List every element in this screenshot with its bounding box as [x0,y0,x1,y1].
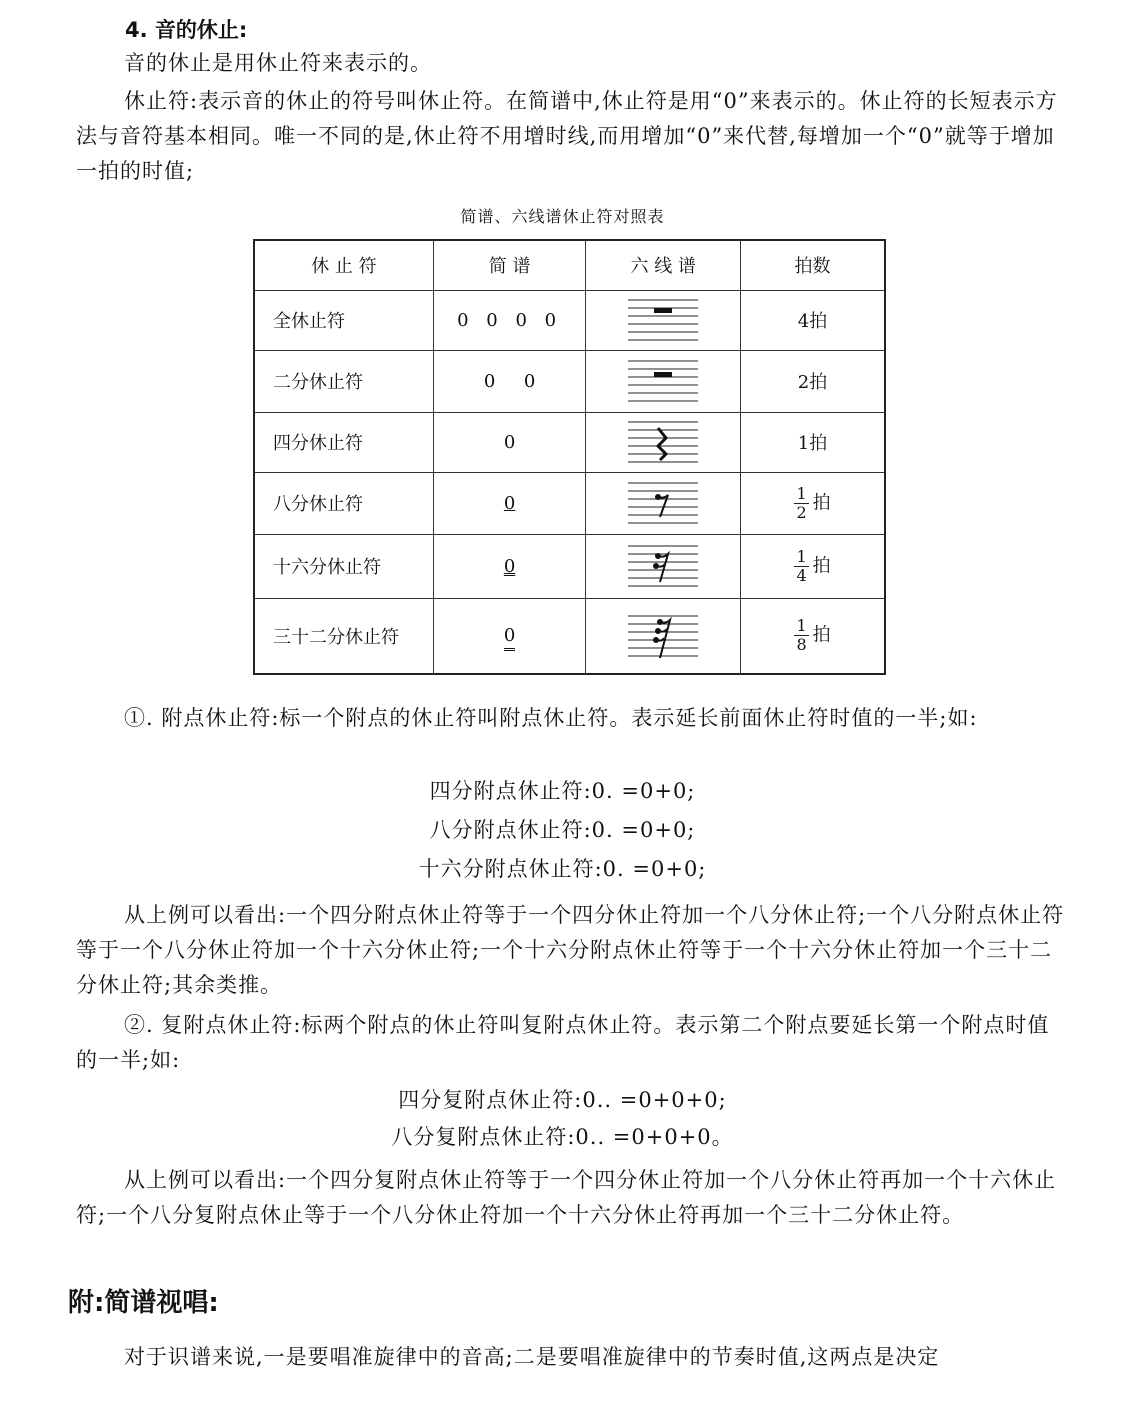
rest-name: 全休止符 [254,290,433,350]
paragraph-rest-definition: 休止符:表示音的休止的符号叫休止符。在简谱中,休止符是用“0”来表示的。休止符的长短表示方法与音符基本相同。唯一不同的是,休止符不用增时线,而用增加“0”来代替,每增加一个“0”就等于增加一拍的时值; [76,89,1058,183]
rest-name: 十六分休止符 [254,534,433,598]
example-eighth-dotted: 八分附点休止符:0. =0+0; [429,818,696,842]
paragraph-dotted-rest: ①. 附点休止符:标一个附点的休止符叫附点休止符。表示延长前面休止符时值的一半;如: [124,706,978,730]
table-caption: 简谱、六线谱休止符对照表 [460,207,665,226]
paragraph-appendix: 对于识谱来说,一是要唱准旋律中的音高;二是要唱准旋律中的节奏时值,这两点是决定 [124,1345,940,1369]
example-sixteenth-dotted: 十六分附点休止符:0. =0+0; [418,857,707,881]
eighth-rest-tab-icon [586,472,741,534]
example-quarter-dotted: 四分附点休止符:0. =0+0; [429,779,696,803]
beats-cell: 1拍 [741,412,885,472]
table-row [254,472,885,534]
sixteenth-rest-tab-icon [586,534,741,598]
beats-cell: $\frac{1}{4}$ 拍 [741,534,885,598]
appendix-heading: 附:简谱视唱: [68,1288,219,1318]
beats-cell: $\frac{1}{8}$ 拍 [741,598,885,674]
table-row [254,534,885,598]
section-heading: 4. 音的休止: [125,18,248,42]
paragraph-dotted-explanation: 从上例可以看出:一个四分附点休止符等于一个四分休止符加一个八分休止符;一个八分附点休止符等于一个八分休止符加一个十六分休止符;一个十六分附点休止符等于一个十六分休止符加一个三十二分休止符;其余类推。 [76,903,1065,997]
rest-comparison-table [253,239,886,675]
paragraph-rest-intro: 音的休止是用休止符来表示的。 [124,51,432,75]
example-quarter-double-dotted: 四分复附点休止符:0.. =0+0+0; [398,1088,727,1112]
jianpu-cell: 0 0 [433,350,586,412]
jianpu-cell: 0 0 0 0 [433,290,586,350]
jianpu-cell: 0 [433,472,586,534]
paragraph-double-dotted-explanation: 从上例可以看出:一个四分复附点休止符等于一个四分休止符加一个八分休止符再加一个十六休止符;一个八分复附点休止等于一个八分休止符加一个十六分休止符再加一个三十二分休止符。 [76,1168,1057,1227]
thirty-second-rest-tab-icon [586,598,741,674]
jianpu-cell: 0 [433,412,586,472]
table-row [254,290,885,350]
table-row [254,598,885,674]
header-tab: 六 线 谱 [586,240,741,290]
header-rest: 休 止 符 [254,240,433,290]
table-row [254,350,885,412]
rest-name: 四分休止符 [254,412,433,472]
beats-cell: 4拍 [741,290,885,350]
rest-name: 二分休止符 [254,350,433,412]
header-jianpu: 简 谱 [433,240,586,290]
jianpu-cell: 0 [433,534,586,598]
rest-name: 三十二分休止符 [254,598,433,674]
jianpu-cell: 0 [433,598,586,674]
beats-cell: 2拍 [741,350,885,412]
quarter-rest-tab-icon [586,412,741,472]
whole-rest-tab-icon [586,290,741,350]
table-row [254,412,885,472]
rest-name: 八分休止符 [254,472,433,534]
paragraph-double-dotted-rest: ②. 复附点休止符:标两个附点的休止符叫复附点休止符。表示第二个附点要延长第一个附点时值的一半;如: [76,1013,1050,1072]
half-rest-tab-icon [586,350,741,412]
beats-cell: $\frac{1}{2}$ 拍 [741,472,885,534]
example-eighth-double-dotted: 八分复附点休止符:0.. =0+0+0。 [391,1125,734,1149]
table-header-row [254,240,885,290]
header-beats: 拍数 [741,240,885,290]
